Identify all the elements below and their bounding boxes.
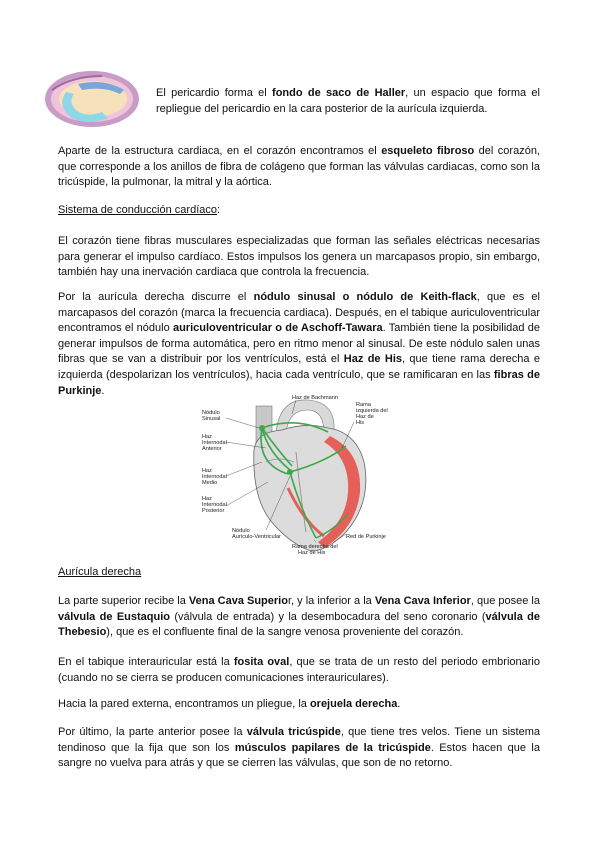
right-atrium-heading-text: Aurícula derecha (58, 566, 142, 578)
ra-p2-text-1: En el tabique interauricular está la (58, 656, 234, 668)
pericardium-paragraph (156, 86, 540, 117)
ra-p4-text-3: . Estos hacen que la sangre no vuelva para atrás y que se cierren las válvulas, que son de no retorno. (58, 741, 540, 770)
vena-cava-superior-term: Vena Cava Superio (188, 595, 288, 607)
label-internodal-anterior (202, 434, 228, 452)
haller-term: fondo de saco de Haller (272, 87, 406, 99)
label-anterior-2: Internodal (202, 440, 227, 446)
conduction-heading (58, 203, 540, 219)
conduction-p2-text-2: , que es el marcapasos del corazón (marca la frecuencia cardiaca). Después, en el tabique auriculoventricular encontramos el nódulo (58, 291, 540, 335)
his-bundle-term: Haz de His (343, 353, 403, 366)
conduction-heading-colon: : (216, 204, 221, 216)
label-av-node-2: Aurículo-Ventricular (232, 534, 281, 540)
label-posterior-3: Posterior (202, 508, 225, 514)
right-atrium-paragraph-4 (58, 725, 540, 772)
conduction-p2-text-3: . También tiene la posibilidad de generar impulsos de forma automática, pero en ritmo menor al sinusal. De este nódulo salen unas fibras que se van a distribuir por los ventrículos, está el (58, 322, 540, 366)
conduction-paragraph-1 (58, 234, 540, 281)
label-sinus-node-2: Sinusal (202, 416, 221, 422)
conduction-p1-text: El corazón tiene fibras musculares especializadas que forman las señales eléctricas necesarias para generar el impulso cardíaco. Estos impulsos los genera un marcapasos propio, sin embargo, también hay una inervación cardiaca que controla la frecuencia. (58, 235, 540, 279)
thebesio-valve-term: válvula de Thebesio (58, 610, 541, 639)
label-bachmann: Haz de Bachmann (292, 395, 339, 401)
pericardium-text-2: , un espacio que forma el repliegue del pericardio en la cara posterior de la aurícula izquierda. (156, 87, 540, 115)
right-atrium-paragraph-1 (58, 594, 540, 641)
right-atrium-paragraph-2 (58, 655, 540, 686)
sinus-node-term: nódulo sinusal o nódulo de Keith-flack (253, 291, 477, 303)
label-medio-3: Medio (202, 480, 218, 486)
conduction-p2-text-4: , que tiene rama derecha e izquierda (despolarizan los ventrículos), hacia cada ventrículo, que se ramificaran en las (58, 353, 540, 381)
skeleton-text-2: del corazón, que corresponde a los anillos de fibra de colágeno que forman las válvulas cardiacas, como son la tricúspide, la pulmonar, la mitral y la aórtica. (58, 145, 540, 189)
ra-p1-text-3: , que posee la (470, 595, 540, 607)
label-purkinje: Red de Purkinje (346, 534, 386, 540)
ra-p2-text-2: , que se trata de un resto del periodo embrionario (cuando no se cierra se producen comunicaciones interauriculares). (58, 656, 540, 684)
label-left-branch-4: His (356, 420, 365, 426)
ra-p1-text-2: r, y la inferior a la (287, 595, 375, 607)
eustaquio-valve-term: válvula de Eustaquio (58, 610, 170, 623)
right-atrium-paragraph-3 (58, 697, 540, 713)
right-atrium-heading (58, 565, 540, 581)
label-left-branch-1: Rama (356, 402, 371, 408)
ra-p3-text-2: . (397, 698, 401, 710)
label-anterior-3: Anterior (202, 446, 222, 452)
orejuela-derecha-term: orejuela derecha (309, 698, 398, 710)
tricuspid-valve-term: válvula tricúspide (246, 726, 341, 738)
label-right-branch (292, 544, 339, 556)
conduction-heading-text: Sistema de conducción cardíaco (58, 204, 217, 216)
label-posterior-2: Internodal (202, 502, 227, 508)
ra-p4-text-1: Por último, la parte anterior posee la (58, 726, 247, 738)
pericardium-illustration (42, 66, 146, 132)
av-node-term: auriculoventricular o de Aschoff-Tawara (172, 322, 383, 335)
ra-p1-text-1: La parte superior recibe la (58, 595, 189, 607)
label-medio-1: Haz (202, 468, 212, 474)
ra-p1-text-4: (válvula de entrada) y la desembocadura del seno coronario ( (170, 610, 486, 623)
label-internodal-medio (202, 468, 228, 486)
label-posterior-1: Haz (202, 496, 212, 502)
fosita-oval-term: fosita oval (233, 656, 290, 668)
label-right-branch-1: Rama derecha del (292, 544, 338, 550)
label-anterior-1: Haz (202, 434, 212, 440)
heart-conduction-illustration (196, 392, 410, 562)
label-left-branch-2: izquierda del (356, 408, 388, 414)
label-medio-2: Internodal (202, 474, 227, 480)
conduction-p2-text-5: . (101, 384, 105, 397)
label-av-node (232, 528, 281, 540)
label-sinus-node-1: Nódulo (202, 410, 220, 416)
skeleton-text-1: Aparte de la estructura cardiaca, en el corazón encontramos el (58, 145, 382, 157)
label-sinus-node (202, 410, 221, 422)
ra-p3-text-1: Hacia la pared externa, encontramos un pliegue, la (58, 698, 310, 710)
ra-p1-text-5: ), que es el confluente final de la sangre venosa proveniente del corazón. (106, 626, 464, 639)
fibrous-skeleton-paragraph (58, 144, 540, 191)
fibrous-skeleton-term: esqueleto fibroso (381, 145, 475, 157)
pericardium-text-1: El pericardio forma el (156, 87, 273, 99)
vena-cava-inferior-term: Vena Cava Inferior (374, 595, 471, 607)
conduction-p2-text-1: Por la aurícula derecha discurre el (58, 291, 254, 303)
papillary-muscles-term: músculos papilares de la tricúspide (234, 741, 431, 754)
label-av-node-1: Nódulo (232, 528, 250, 534)
label-internodal-posterior (202, 496, 228, 514)
ra-p4-text-2: , que tiene tres velos. Tiene un sistema tendinoso que la fija que son los (58, 726, 540, 754)
conduction-paragraph-2 (58, 290, 540, 399)
label-right-branch-2: Haz de His (298, 550, 326, 556)
purkinje-term: fibras de Purkinje (58, 368, 540, 397)
label-left-branch (356, 402, 389, 426)
label-left-branch-3: Haz de (356, 414, 374, 420)
